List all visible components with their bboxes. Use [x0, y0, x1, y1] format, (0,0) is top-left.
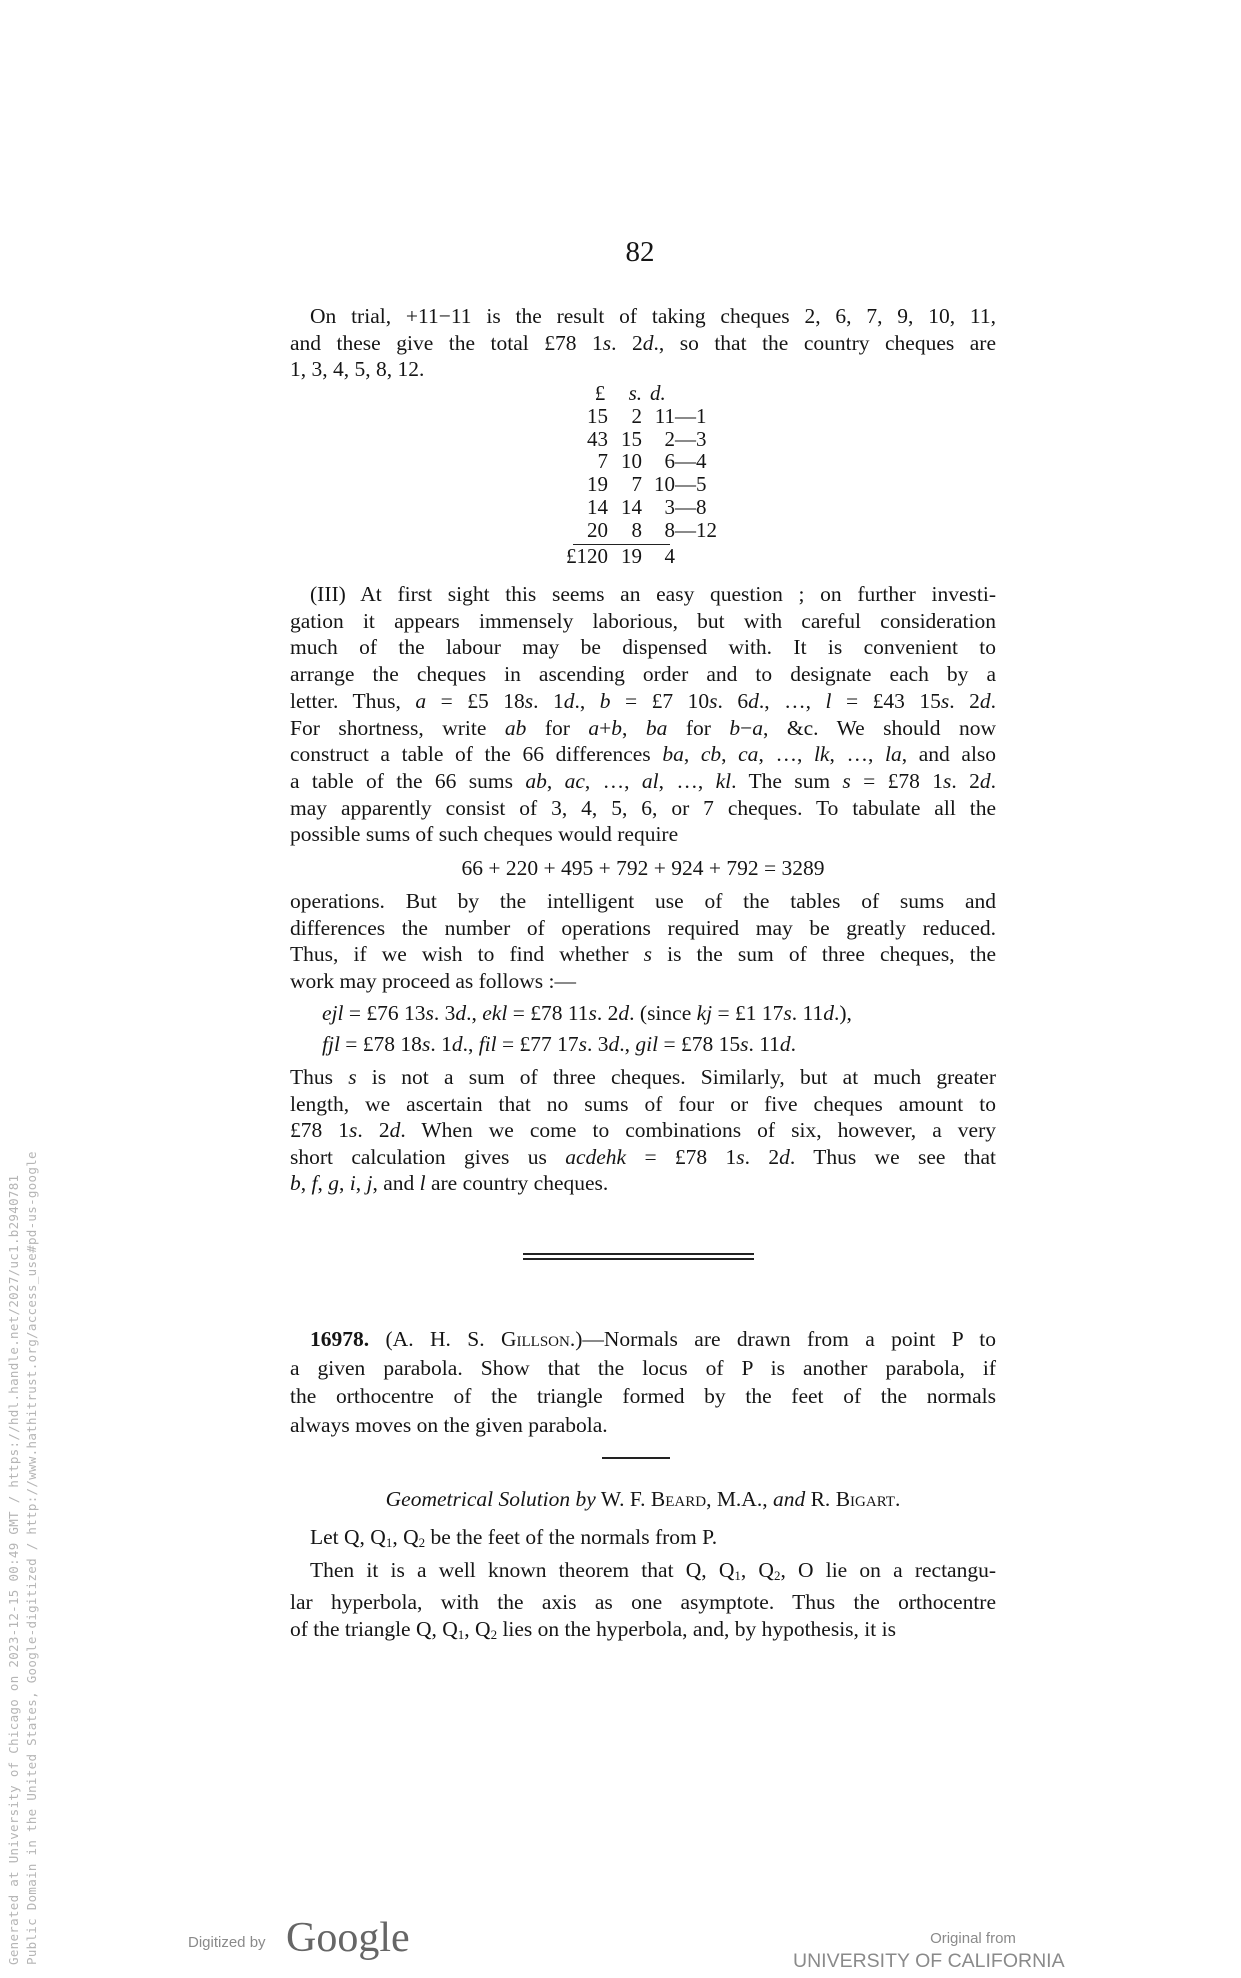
italic-text: acdehk: [565, 1144, 627, 1169]
italic-text: l: [419, 1171, 426, 1195]
italic-text: s: [602, 330, 612, 355]
table-row: [545, 403, 707, 428]
italic-text: d: [563, 688, 575, 713]
table-row: [545, 494, 707, 519]
google-logo: Google: [286, 1915, 410, 1961]
italic-text: f: [311, 1171, 318, 1195]
italic-text: ba: [662, 742, 684, 767]
digitized-by-label: Digitized by: [188, 1934, 266, 1951]
text-line: 16978. (A. H. S. Gillson.)—Normals are drawn from a point P to: [310, 1327, 996, 1351]
italic-text: and: [772, 1487, 806, 1511]
equation: [290, 855, 996, 881]
italic-text: ejl: [322, 1001, 344, 1025]
italic-text: kj: [696, 1001, 713, 1025]
solution-text: [290, 1524, 996, 1649]
text-line: work may proceed as follows :—: [290, 968, 576, 993]
italic-text: s: [425, 1001, 434, 1025]
text-line: On trial, +11−11 is the result of taking cheques 2, 6, 7, 9, 10, 11,: [310, 304, 996, 328]
shillings-cell: 7: [631, 472, 642, 497]
shillings-cell: 14: [621, 494, 642, 519]
italic-text: d: [451, 1032, 463, 1056]
italic-text: d: [779, 1144, 790, 1169]
italic-text: s: [524, 688, 534, 713]
italic-text: d: [618, 1001, 630, 1025]
small-caps-text: Gillson: [500, 1327, 570, 1351]
italic-text: al: [641, 768, 659, 793]
small-caps-text: Bigart: [835, 1487, 895, 1511]
equation-text: 66 + 220 + 495 + 792 + 924 + 792 = 3289: [461, 856, 825, 880]
cheque-table: [545, 381, 717, 568]
text-line: may apparently consist of 3, 4, 5, 6, or 7 cheques. To tabulate all the: [290, 795, 996, 820]
margin-note-public-domain: Public Domain in the United States, Google-digitized / http://www.hathitrust.org/access_use#pd-us-google: [24, 1151, 39, 1965]
cheque-number-cell: —3: [675, 426, 707, 451]
pounds-cell: 14: [587, 494, 608, 519]
italic-text: s: [783, 1001, 792, 1025]
pence-cell: 6: [664, 449, 675, 474]
section-divider-bottom: [523, 1258, 754, 1260]
italic-text: s: [740, 1032, 749, 1056]
italic-text: d: [389, 1118, 401, 1142]
text-line: the orthocentre of the triangle formed by the feet of the normals: [290, 1384, 996, 1409]
italic-text: ab: [525, 768, 547, 793]
text-line: b, f, g, i, j, and l are country cheques.: [290, 1171, 609, 1195]
text-line: £78 1s. 2d. When we come to combinations of six, however, a very: [290, 1118, 996, 1142]
text-line: of the triangle Q, $Q_1$, $Q_2$ lies on the hyperbola, and, by hypothesis, it is: [290, 1617, 896, 1643]
text-line: letter. Thus, a = £5 18s. 1d., b = £7 10s. 6d., …, l = £43 15s. 2d.: [290, 688, 996, 713]
italic-text: ac: [564, 768, 585, 793]
subscript: 1: [734, 1567, 741, 1583]
text-line: (III) At first sight this seems an easy question ; on further investi-: [310, 582, 996, 606]
original-from-label: Original from: [930, 1930, 1016, 1947]
pounds-cell: 43: [587, 426, 608, 451]
total-pence: 4: [664, 543, 675, 568]
shillings-cell: 15: [621, 426, 642, 451]
pence-cell: 8: [664, 517, 675, 542]
table-row: [545, 426, 707, 451]
italic-text: cb: [700, 742, 722, 767]
text-line: gation it appears immensely laborious, but with careful consideration: [290, 608, 996, 633]
margin-note-generated: Generated at University of Chicago on 2023-12-15 00:49 GMT / https://hdl.handle.net/2027/uc1.b2940781: [6, 1174, 21, 1965]
italic-text: lk: [813, 742, 830, 767]
table-row: [545, 472, 707, 497]
pence-cell: 10: [654, 472, 675, 497]
institution-name: UNIVERSITY OF CALIFORNIA: [793, 1950, 1065, 1972]
text-line: construct a table of the 66 differences ba, cb, ca, …, lk, …, la, and also: [290, 742, 997, 767]
italic-text: d: [979, 768, 991, 793]
shillings-cell: 2: [631, 403, 642, 428]
italic-text: s: [421, 1032, 431, 1056]
subscript: 2: [490, 1627, 498, 1643]
cheque-number-cell: —8: [675, 494, 707, 519]
italic-text: a: [415, 688, 427, 713]
subscript: 2: [773, 1567, 781, 1583]
text-line: Thus, if we wish to find whether s is the sum of three cheques, the: [290, 942, 997, 966]
text-line: operations. But by the intelligent use of the tables of sums and: [290, 889, 996, 913]
table-row: [545, 449, 707, 474]
solution-heading-text: Geometrical Solution by W. F. Beard, M.A., and R. Bigart.: [385, 1487, 901, 1511]
paragraph-conclusion: [290, 1064, 996, 1197]
total-shillings: 19: [621, 543, 642, 568]
italic-text: ba: [645, 715, 668, 740]
italic-text: s: [578, 1032, 587, 1056]
subscript: 1: [457, 1627, 465, 1643]
text-line: differences the number of operations required may be greatly reduced.: [290, 915, 996, 940]
italic-text: d: [748, 688, 759, 713]
text-line: length, we ascertain that no sums of four or five cheques amount to: [290, 1091, 996, 1116]
paragraph-trial: [290, 303, 996, 383]
italic-text: d: [608, 1032, 620, 1056]
table-header: [545, 382, 670, 405]
italic-text: s: [940, 688, 950, 713]
pounds-cell: 19: [587, 472, 608, 497]
pence-cell: 2: [664, 426, 675, 451]
pence-cell: 11: [654, 403, 675, 428]
text-line: fjl = £78 18s. 1d., fil = £77 17s. 3d., gil = £78 15s. 11d.: [322, 1032, 797, 1056]
italic-text: ca: [738, 742, 759, 767]
text-line: always moves on the given parabola.: [290, 1413, 608, 1438]
header-shillings: s.: [628, 381, 642, 405]
subscript: 1: [385, 1535, 393, 1550]
italic-text: s: [709, 688, 718, 713]
italic-text: d: [779, 1032, 791, 1056]
italic-text: l: [825, 688, 832, 713]
italic-text: s: [736, 1144, 745, 1169]
text-line: For shortness, write ab for a+b, ba for b−a, &c. We should now: [290, 715, 996, 740]
pence-cell: 3: [664, 494, 675, 519]
italic-text: kl: [715, 768, 732, 793]
text-line: Let Q, $Q_1$, $Q_2$ be the feet of the normals from P.: [310, 1525, 718, 1550]
italic-text: a: [588, 715, 600, 740]
text-line: lar hyperbola, with the axis as one asymptote. Thus the orthocentre: [290, 1590, 996, 1615]
text-line: ejl = £76 13s. 3d., ekl = £78 11s. 2d. (since kj = £1 17s. 11d.),: [322, 1001, 852, 1025]
text-line: much of the labour may be dispensed with. It is convenient to: [290, 635, 996, 660]
italic-text: d: [455, 1001, 467, 1025]
cheque-number-cell: —1: [675, 403, 707, 428]
italic-text: gil: [635, 1032, 659, 1056]
text-line: a table of the 66 sums ab, ac, …, al, …, kl. The sum s = £78 1s. 2d.: [290, 768, 996, 793]
cheque-number-cell: —5: [675, 472, 707, 497]
shillings-cell: 10: [621, 449, 642, 474]
italic-text: ekl: [482, 1001, 508, 1025]
italic-text: s: [349, 1118, 358, 1142]
text-line: Then it is a well known theorem that Q, $Q_1$, $Q_2$, O lie on a rectangu-: [310, 1557, 996, 1583]
header-pounds: £: [594, 381, 606, 405]
italic-text: j: [366, 1171, 373, 1195]
paragraph-operations: [290, 888, 996, 994]
italic-text: d: [979, 688, 991, 713]
cheque-number-cell: —12: [675, 517, 717, 542]
subscript: 2: [418, 1535, 426, 1550]
italic-text: s: [943, 768, 952, 793]
italic-text: ab: [504, 715, 527, 740]
italic-text: fjl: [322, 1032, 340, 1056]
table-total: [566, 543, 675, 568]
table-row: [545, 517, 717, 542]
solution-heading: [290, 1486, 996, 1512]
text-line: short calculation gives us acdehk = £78 1s. 2d. Thus we see that: [290, 1144, 997, 1169]
italic-text: a: [752, 715, 764, 740]
section-divider-top: [523, 1253, 754, 1255]
short-divider: [602, 1457, 670, 1459]
italic-text: s: [842, 768, 851, 793]
cheque-number-cell: —4: [675, 449, 707, 474]
italic-text: Geometrical Solution by: [385, 1487, 596, 1511]
text-line: Thus s is not a sum of three cheques. Similarly, but at much greater: [290, 1065, 996, 1089]
italic-text: s: [348, 1065, 357, 1089]
italic-text: b: [611, 715, 623, 740]
page-number: 82: [625, 236, 655, 268]
total-pounds: £120: [566, 543, 608, 568]
italic-text: s: [588, 1001, 597, 1025]
italic-text: b: [599, 688, 611, 713]
italic-text: b: [729, 715, 741, 740]
italic-text: g: [328, 1171, 339, 1195]
text-line: and these give the total £78 1s. 2d., so that the country cheques are: [290, 330, 997, 355]
pounds-cell: 20: [587, 517, 608, 542]
text-line: possible sums of such cheques would require: [290, 822, 679, 847]
small-caps-text: Beard: [650, 1487, 707, 1511]
italic-text: b: [290, 1171, 301, 1195]
shillings-cell: 8: [631, 517, 642, 542]
italic-text: s: [643, 942, 652, 966]
italic-text: fil: [478, 1032, 497, 1056]
calculation-lines: [322, 998, 962, 1060]
text-line: a given parabola. Show that the locus of P is another parabola, if: [290, 1355, 996, 1380]
header-pence: d.: [650, 381, 666, 405]
italic-text: i: [349, 1171, 356, 1195]
italic-text: d: [823, 1001, 834, 1025]
italic-text: d: [642, 330, 654, 355]
pounds-cell: 7: [597, 449, 608, 474]
text-line: 1, 3, 4, 5, 8, 12.: [290, 357, 425, 381]
paragraph-iii: [290, 581, 996, 848]
pounds-cell: 15: [587, 403, 608, 428]
bold-text: 16978.: [310, 1327, 370, 1351]
problem-16978: [290, 1325, 996, 1440]
italic-text: la: [885, 742, 902, 767]
text-line: arrange the cheques in ascending order and to designate each by a: [290, 662, 996, 687]
